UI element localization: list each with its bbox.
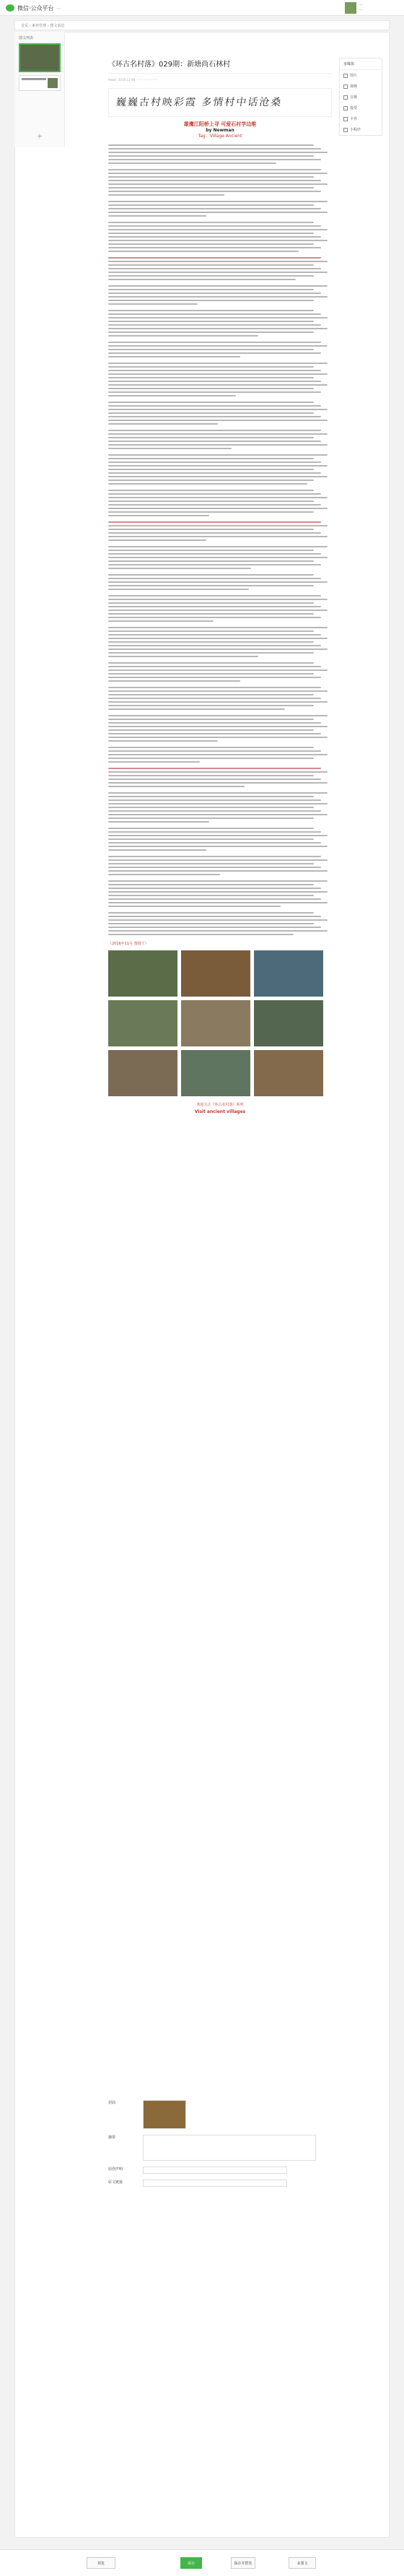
closing-english: Visit ancient villages	[194, 1109, 246, 1114]
body-paragraph	[108, 222, 332, 252]
text-line	[108, 310, 314, 311]
body-paragraph	[108, 574, 332, 590]
article-list-title: 图文列表	[19, 36, 34, 40]
text-line	[108, 863, 314, 864]
text-line	[108, 585, 314, 586]
photo	[254, 950, 323, 997]
text-line	[108, 342, 321, 343]
text-line	[108, 856, 321, 857]
text-line	[108, 335, 258, 337]
text-line	[108, 867, 321, 868]
text-line	[108, 159, 321, 160]
text-line	[108, 595, 321, 597]
text-line	[108, 472, 321, 474]
vote-icon	[343, 106, 348, 110]
text-line	[108, 786, 245, 787]
text-line	[108, 880, 328, 882]
top-bar	[0, 0, 404, 16]
insert-audio-button[interactable]: 音频	[340, 92, 382, 103]
link-label: 原文链接	[108, 2180, 123, 2185]
text-line	[108, 437, 314, 438]
text-line	[108, 279, 296, 280]
text-line	[108, 630, 314, 632]
photo	[181, 1050, 250, 1096]
text-line	[108, 465, 328, 467]
text-line	[108, 902, 328, 903]
text-line	[108, 521, 321, 523]
body-paragraph	[108, 747, 332, 763]
text-line	[108, 412, 314, 414]
account-status: ···	[359, 8, 363, 12]
article-settings	[108, 2094, 354, 2187]
link-setting	[108, 2180, 354, 2187]
text-line	[108, 916, 321, 917]
text-line	[108, 212, 328, 213]
body-paragraph	[108, 627, 332, 657]
text-line	[108, 345, 328, 347]
body-paragraph	[108, 687, 332, 710]
text-line	[108, 698, 321, 699]
body-paragraph	[108, 257, 332, 280]
text-line	[108, 859, 328, 861]
text-line	[108, 796, 314, 797]
text-line	[108, 381, 321, 382]
body-paragraph	[108, 880, 332, 907]
insert-card-button[interactable]: 卡券	[340, 113, 382, 124]
body-paragraph	[108, 169, 332, 196]
text-line	[108, 352, 321, 354]
body-paragraph	[108, 792, 332, 823]
text-line	[108, 564, 321, 565]
text-line	[108, 641, 314, 643]
text-line	[108, 771, 328, 773]
text-line	[108, 870, 328, 872]
text-line	[108, 204, 314, 206]
text-line	[108, 303, 198, 305]
text-line	[108, 568, 251, 569]
text-line	[108, 821, 209, 823]
link-input[interactable]	[143, 2180, 287, 2187]
text-line	[108, 148, 321, 149]
text-line	[108, 726, 328, 727]
text-line	[108, 240, 328, 241]
article-title[interactable]: 《环古名村落》029期：新塘尚石林村	[108, 58, 332, 74]
text-line	[108, 560, 314, 562]
text-line	[108, 529, 314, 530]
text-line	[108, 578, 321, 579]
photo	[108, 1000, 177, 1046]
text-line	[108, 758, 314, 759]
thumb-image	[48, 78, 58, 88]
byline: by Newman	[206, 128, 234, 133]
text-line	[108, 652, 314, 654]
text-line	[108, 634, 321, 636]
text-line	[108, 849, 206, 851]
text-line	[108, 831, 321, 833]
text-line	[108, 729, 314, 731]
thumb-title-line	[22, 78, 46, 80]
summary-setting	[108, 2135, 354, 2161]
image-icon	[343, 74, 348, 78]
text-line	[108, 247, 321, 248]
text-line	[108, 740, 218, 742]
bottom-action-bar	[0, 2549, 404, 2576]
app-title: 微信·公众平台 ···	[17, 5, 61, 12]
text-line	[108, 201, 328, 202]
text-line	[108, 183, 328, 185]
text-line	[108, 155, 314, 157]
text-line	[108, 176, 314, 178]
text-line	[108, 511, 314, 513]
text-line	[108, 923, 314, 924]
add-article-button[interactable]: +	[36, 131, 43, 141]
text-line	[108, 715, 328, 716]
text-line	[108, 395, 236, 396]
text-line	[108, 497, 328, 498]
text-line	[108, 500, 314, 502]
body-paragraph	[108, 912, 332, 935]
text-line	[108, 469, 314, 470]
text-line	[108, 208, 321, 209]
text-line	[108, 828, 314, 829]
text-line	[108, 705, 314, 706]
text-line	[108, 229, 328, 230]
text-line	[108, 775, 314, 776]
text-line	[108, 388, 314, 389]
text-line	[108, 483, 307, 485]
text-line	[108, 275, 314, 277]
body-paragraph	[108, 430, 332, 449]
text-line	[108, 525, 328, 526]
text-line	[108, 532, 321, 534]
insert-vote-button[interactable]: 投票	[340, 103, 382, 113]
text-line	[108, 377, 314, 378]
text-line	[108, 891, 328, 893]
text-line	[108, 557, 328, 558]
text-line	[108, 169, 321, 170]
body-paragraph	[108, 363, 332, 396]
text-line	[108, 391, 321, 393]
article-content[interactable]	[108, 58, 332, 1114]
miniprogram-icon	[343, 128, 348, 132]
text-line	[108, 606, 321, 607]
article-meta: Read · 2016-11-08 · ······················	[108, 78, 158, 82]
original-setting	[108, 2167, 354, 2174]
photo	[254, 1000, 323, 1046]
text-line	[108, 458, 314, 459]
text-line	[108, 842, 321, 844]
text-line	[108, 539, 206, 541]
text-line	[108, 194, 224, 196]
body-paragraph	[108, 828, 332, 851]
photo	[254, 1050, 323, 1096]
breadcrumb: 首页 › 素材管理 › 图文消息	[14, 20, 390, 30]
text-line	[108, 420, 328, 421]
photo	[181, 950, 250, 997]
text-line	[108, 927, 321, 928]
text-line	[108, 912, 314, 914]
text-line	[108, 701, 328, 703]
body-paragraph	[108, 402, 332, 425]
body-paragraph	[108, 201, 332, 217]
text-line	[108, 233, 314, 234]
audio-icon	[343, 95, 348, 100]
text-line	[108, 236, 321, 238]
text-line	[108, 694, 314, 695]
text-line	[108, 761, 200, 763]
text-line	[108, 180, 321, 181]
text-line	[108, 550, 314, 551]
account-name: ···	[359, 3, 363, 7]
original-toggle[interactable]	[143, 2167, 287, 2174]
text-line	[108, 441, 321, 442]
text-line	[108, 536, 328, 537]
text-line	[108, 602, 314, 604]
text-line	[108, 581, 328, 583]
article-thumb-main[interactable]	[19, 43, 61, 72]
text-line	[108, 627, 328, 628]
text-line	[108, 366, 314, 368]
text-line	[108, 722, 321, 724]
text-line	[108, 409, 328, 410]
text-line	[108, 430, 321, 431]
summary-input[interactable]	[143, 2135, 316, 2161]
text-line	[108, 835, 328, 836]
photo-grid	[108, 950, 332, 1096]
text-line	[108, 792, 328, 794]
text-line	[108, 814, 328, 815]
text-line	[108, 264, 314, 266]
wechat-logo-icon	[6, 4, 14, 12]
text-line	[108, 215, 206, 217]
text-line	[108, 779, 321, 780]
insert-miniprogram-button[interactable]: 小程序	[340, 124, 382, 135]
text-line	[108, 402, 314, 403]
body-paragraph	[108, 662, 332, 682]
text-line	[108, 191, 321, 192]
text-line	[108, 589, 249, 590]
avatar[interactable]	[345, 2, 356, 14]
text-line	[108, 906, 281, 907]
text-line	[108, 515, 209, 516]
text-line	[108, 687, 321, 688]
text-line	[108, 454, 328, 456]
media-toolbar	[339, 58, 382, 136]
text-line	[108, 895, 314, 896]
text-line	[108, 810, 321, 812]
body-paragraph	[108, 856, 332, 875]
cover-setting	[108, 2100, 354, 2129]
text-line	[108, 289, 314, 290]
body-paragraph	[108, 285, 332, 305]
text-line	[108, 296, 328, 298]
tag-line: Tag：Village Ancient	[198, 134, 242, 139]
text-line	[108, 708, 285, 710]
calligraphy-text: 巍巍古村映彩霞 多情村中话沧桑	[115, 97, 284, 108]
text-line	[108, 493, 321, 495]
article-subtitle: 雄鹰江阳桥上寻 可爱石村学边维	[183, 121, 257, 127]
text-line	[108, 261, 328, 262]
text-line	[108, 846, 328, 847]
text-line	[108, 490, 314, 491]
text-line	[108, 884, 314, 885]
text-line	[108, 300, 314, 301]
text-line	[108, 285, 328, 287]
app-subtitle: ···	[56, 6, 61, 12]
calligraphy-banner	[108, 88, 332, 117]
article-thumb-secondary[interactable]	[19, 75, 61, 91]
text-line	[108, 162, 276, 164]
body-paragraph	[108, 546, 332, 569]
text-line	[108, 799, 321, 801]
photo	[181, 1000, 250, 1046]
text-line	[108, 405, 321, 407]
text-line	[108, 620, 214, 622]
text-line	[108, 476, 328, 477]
multi-article-button[interactable]: 多图文	[289, 2557, 316, 2569]
body-paragraph	[108, 715, 332, 742]
text-line	[108, 662, 314, 664]
text-line	[108, 349, 314, 350]
text-line	[108, 930, 328, 932]
text-line	[108, 433, 328, 435]
text-line	[108, 768, 321, 769]
card-icon	[343, 117, 348, 121]
text-line	[108, 331, 314, 333]
text-line	[108, 934, 294, 935]
text-line	[108, 645, 321, 646]
text-line	[108, 754, 328, 755]
text-line	[108, 747, 314, 748]
body-paragraph	[108, 144, 332, 164]
text-line	[108, 384, 328, 386]
text-line	[108, 272, 328, 273]
text-line	[108, 243, 314, 245]
text-line	[108, 480, 314, 481]
publish-button[interactable]: 保存并群发	[231, 2557, 255, 2569]
text-line	[108, 461, 321, 463]
text-line	[108, 782, 328, 784]
text-line	[108, 317, 328, 318]
text-line	[108, 356, 240, 357]
text-line	[108, 803, 328, 805]
text-line	[108, 508, 328, 509]
body-paragraph	[108, 454, 332, 485]
summary-label: 摘要	[108, 2135, 116, 2140]
text-line	[108, 677, 321, 678]
preview-button[interactable]: 预览	[87, 2557, 115, 2569]
text-line	[108, 363, 328, 364]
text-line	[108, 719, 314, 720]
text-line	[108, 666, 321, 667]
text-line	[108, 656, 258, 657]
text-line	[108, 152, 328, 153]
cover-image[interactable]	[143, 2100, 186, 2129]
text-line	[108, 251, 299, 252]
text-line	[108, 370, 321, 371]
text-line	[108, 919, 328, 921]
text-line	[108, 423, 218, 425]
text-line	[108, 874, 220, 875]
text-line	[108, 888, 321, 889]
text-line	[108, 610, 328, 611]
text-line	[108, 733, 321, 734]
text-line	[108, 416, 321, 417]
text-line	[108, 617, 321, 618]
text-line	[108, 649, 328, 650]
photo	[108, 950, 177, 997]
text-line	[108, 750, 321, 752]
text-line	[108, 737, 328, 738]
photo	[108, 1050, 177, 1096]
text-line	[108, 574, 314, 576]
text-line	[108, 638, 328, 639]
article-list-panel	[14, 32, 65, 147]
text-line	[108, 268, 321, 269]
text-line	[108, 173, 328, 174]
text-line	[108, 292, 321, 294]
text-line	[108, 222, 314, 223]
text-line	[108, 187, 314, 188]
insert-video-button[interactable]: 视频	[340, 81, 382, 92]
account-info	[359, 3, 363, 13]
text-line	[108, 613, 314, 615]
body-paragraph	[108, 490, 332, 516]
text-line	[108, 225, 321, 227]
body-paragraph	[108, 521, 332, 541]
text-line	[108, 807, 314, 808]
text-line	[108, 680, 240, 682]
media-toolbar-title: 多媒体	[340, 58, 382, 70]
text-line	[108, 321, 314, 322]
original-label: 原创声明	[108, 2167, 123, 2172]
text-line	[108, 313, 321, 315]
insert-image-button[interactable]: 图片	[340, 70, 382, 81]
text-line	[108, 898, 321, 900]
body-paragraph	[108, 310, 332, 337]
text-line	[108, 546, 328, 547]
text-line	[108, 373, 328, 375]
body-paragraph	[108, 768, 332, 787]
cover-label: 封面	[108, 2101, 116, 2105]
text-line	[108, 444, 328, 446]
text-line	[108, 553, 321, 555]
text-line	[108, 599, 328, 600]
text-line	[108, 144, 314, 146]
body-paragraph	[108, 342, 332, 357]
photo-caption: （2016年11月 图摄于）	[108, 942, 149, 946]
text-line	[108, 669, 328, 671]
video-icon	[343, 84, 348, 89]
text-line	[108, 818, 314, 819]
text-line	[108, 257, 321, 259]
body-paragraph	[108, 595, 332, 622]
closing-text: 欢迎关注《环古名村落》系列	[196, 1103, 244, 1107]
text-line	[108, 690, 328, 692]
save-button[interactable]: 保存	[180, 2557, 202, 2569]
text-line	[108, 448, 232, 449]
text-line	[108, 328, 328, 329]
article-body	[108, 144, 332, 935]
text-line	[108, 673, 314, 675]
text-line	[108, 324, 321, 326]
text-line	[108, 504, 321, 506]
text-line	[108, 838, 314, 840]
